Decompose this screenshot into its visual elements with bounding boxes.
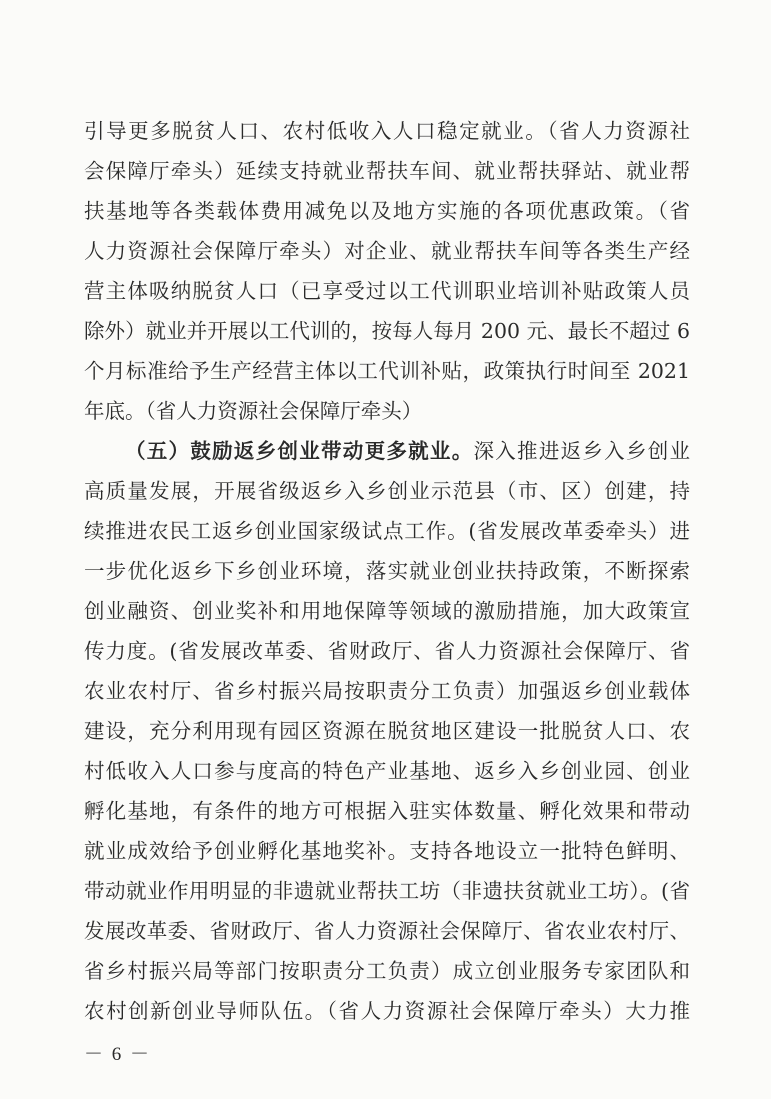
text-line: 会保障厅牵头）延续支持就业帮扶车间、就业帮扶驿站、就业帮 <box>84 159 690 183</box>
text-line: 年底。（省人力资源社会保障厅牵头） <box>84 399 423 423</box>
text-line: 引导更多脱贫人口、农村低收入人口稳定就业。（省人力资源社 <box>84 119 690 143</box>
text-line: 营主体吸纳脱贫人口（已享受过以工代训职业培训补贴政策人员 <box>84 279 690 303</box>
text-line: 创业融资、创业奖补和用地保障等领域的激励措施，加大政策宣 <box>84 599 690 623</box>
text-line: 孵化基地，有条件的地方可根据入驻实体数量、孵化效果和带动 <box>84 799 690 823</box>
text-line: 人力资源社会保障厅牵头）对企业、就业帮扶车间等各类生产经 <box>84 239 690 263</box>
section-first-line <box>125 431 690 471</box>
text-line: 除外）就业并开展以工代训的，按每人每月 200 元、最长不超过 6 <box>84 319 690 343</box>
text-line: 农村创新创业导师队伍。（省人力资源社会保障厅牵头）大力推 <box>84 999 690 1023</box>
section-first-line-text: 深入推进返乡入乡创业 <box>473 439 690 463</box>
text-line: 村低收入人口参与度高的特色产业基地、返乡入乡创业园、创业 <box>84 759 690 783</box>
text-line: 发展改革委、省财政厅、省人力资源社会保障厅、省农业农村厅、 <box>84 919 690 943</box>
text-line: 高质量发展，开展省级返乡入乡创业示范县（市、区）创建，持 <box>84 479 690 503</box>
text-line: 带动就业作用明显的非遗就业帮扶工坊（非遗扶贫就业工坊）。(省 <box>84 879 690 903</box>
text-line: 一步优化返乡下乡创业环境，落实就业创业扶持政策，不断探索 <box>84 559 690 583</box>
text-line: 续推进农民工返乡创业国家级试点工作。(省发展改革委牵头）进 <box>84 519 690 543</box>
text-line: 传力度。(省发展改革委、省财政厅、省人力资源社会保障厅、省 <box>84 639 690 663</box>
text-line: 个月标准给予生产经营主体以工代训补贴，政策执行时间至 2021 <box>84 359 690 383</box>
page-number: － 6 － <box>84 1044 152 1065</box>
text-line: 省乡村振兴局等部门按职责分工负责）成立创业服务专家团队和 <box>84 959 690 983</box>
text-line: 农业农村厅、省乡村振兴局按职责分工负责）加强返乡创业载体 <box>84 679 690 703</box>
text-line: 就业成效给予创业孵化基地奖补。支持各地设立一批特色鲜明、 <box>84 839 690 863</box>
text-line: 扶基地等各类载体费用减免以及地方实施的各项优惠政策。（省 <box>84 199 690 223</box>
section-heading: （五）鼓励返乡创业带动更多就业。 <box>125 439 474 463</box>
text-line: 建设，充分利用现有园区资源在脱贫地区建设一批脱贫人口、农 <box>84 719 690 743</box>
